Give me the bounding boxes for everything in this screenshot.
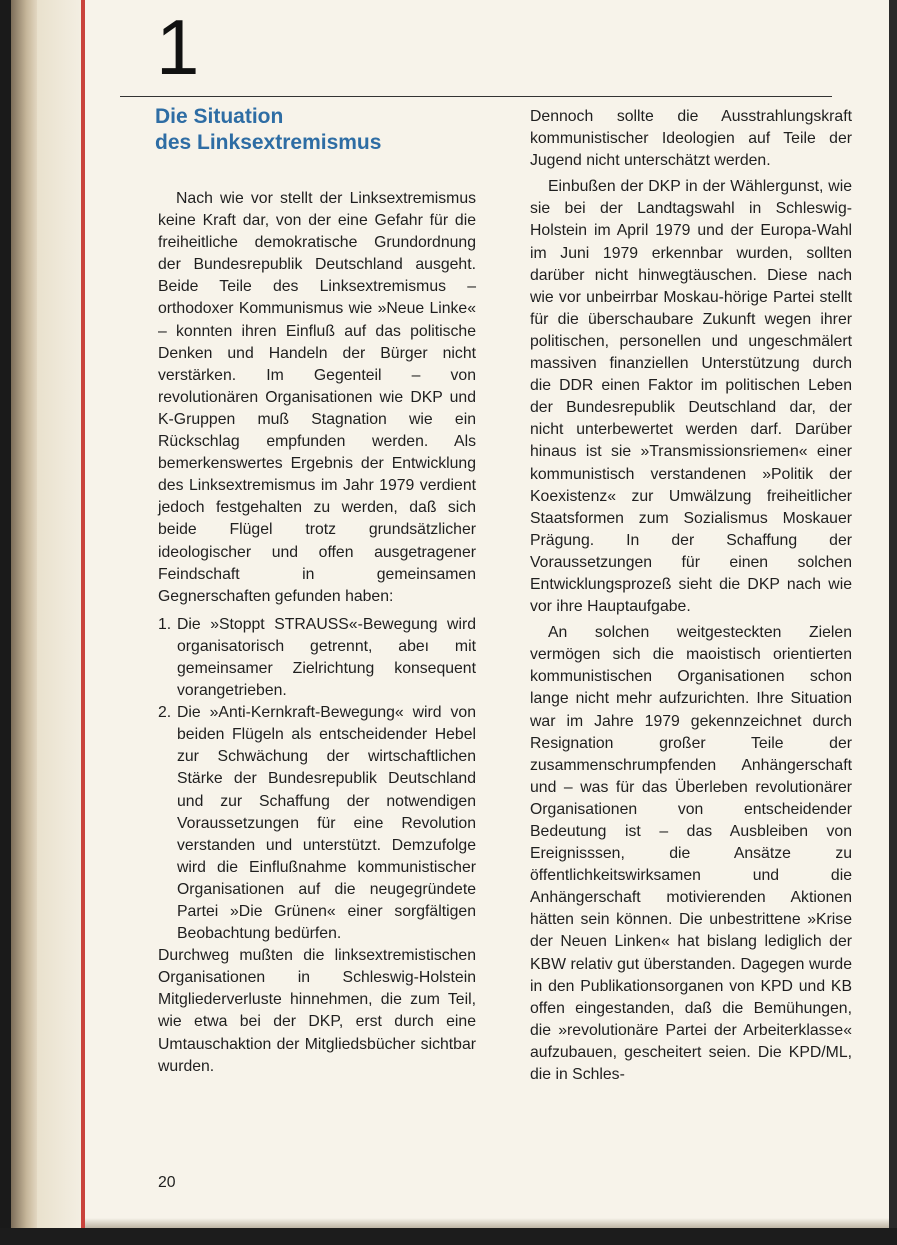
chapter-heading-line-2: des Linksextremismus <box>155 131 382 154</box>
right-column <box>530 106 852 1090</box>
chapter-rule <box>120 96 832 97</box>
list-item <box>158 702 476 945</box>
paragraph-3: An solchen weitgesteckten Zielen vermögen sich die maoistisch orientierten kommunistischen Organisationen schon lange nicht mehr aufzurichten. Ihre Situation war im Jahre 1979 gekennzeichnet durch Resignation großer Teile der zusammenschrumpfenden Anhängerschaft und – was für das Überleben revolutionärer Organisationen von entscheidender Bedeutung ist – das Ausbleiben von Ereignisssen, die Ansätze zu öffentlichkeitswirksamen und die Anhängerschaft motivierenden Aktionen hätten sein können. Die unbestrittene »Krise der Neuen Linken« hat bislang lediglich der KBW relativ gut überstanden. Dagegen wurde in den Publikationsorganen von KPD und KB offen eingestanden, daß die Bemühungen, die »revolutionäre Partei der Arbeiterklasse« aufzubauen, gescheitert seien. Die KPD/ML, die in Schles- <box>530 624 852 1084</box>
list-item-text: Die »Stoppt STRAUSS«-Bewegung wird organisatorisch getrennt, abeı mit gemeinsamer Zielrichtung konsequent vorangetrieben. <box>177 615 476 700</box>
list-item-number: 2. <box>158 704 172 722</box>
intro-paragraph: Nach wie vor stellt der Linksextremismus keine Kraft dar, von der eine Gefahr für die freiheitliche demokratische Grundordnung der Bundesrepublik Deutschland ausgeht. Beide Teile des Linksextremismus – orthodoxer Kommunismus wie »Neue Linke« – konnten ihren Einfluß auf das politische Denken und Handeln der Bürger nicht verstärken. Im Gegenteil – von revolutionären Organisationen wie DKP und K-Gruppen muß Stagnation wie ein Rückschlag empfunden werden. Als bemerkenswertes Ergebnis der Entwicklung des Linksextremismus im Jahr 1979 verdient jedoch festgehalten zu werden, daß sich beide Flügel trotz grundsätzlicher ideologischer und offen ausgetragener Feindschaft in gemeinsamen Gegnerschaften gefunden haben: <box>158 190 476 605</box>
list-item-text: Die »Anti-Kernkraft-Bewegung« wird von beiden Flügeln als entscheidender Hebel zur Schwächung der wirtschaftlichen Stärke der Bundesrepublik Deutschland und zur Schaffung der notwendigen Voraussetzungen für eine Revolution verstanden und unterstützt. Demzufolge wird die Einflußnahme kommunistischer Organisationen auf die neugegründete Partei »Die Grünen« einer sorgfältigen Beobachtung bedürfen. <box>177 704 476 943</box>
list-item-number: 1. <box>158 615 172 633</box>
paragraph-1: Dennoch sollte die Ausstrahlungskraft kommunistischer Ideologien auf Teile der Jugend nicht unterschätzt werden. <box>530 108 852 170</box>
chapter-heading <box>155 104 505 156</box>
chapter-number: 1 <box>156 3 200 91</box>
page-number: 20 <box>158 1174 176 1191</box>
chapter-heading-line-1: Die Situation <box>155 105 284 128</box>
bottom-edge <box>0 1228 897 1245</box>
bottom-page-shadow <box>85 1218 889 1228</box>
paragraph-2: Einbußen der DKP in der Wählergunst, wie sie bei der Landtagswahl in Schleswig-Holstein im April 1979 und der Europa-Wahl im Juni 1979 erkennbar wurden, sollten darüber nicht hinwegtäuschen. Diese nach wie vor unbeirrbar Moskau-hörige Partei stellt für die überschaubare Zukunft wegen ihrer politischen, personellen und ungeschmälert massiven finanziellen Unterstützung durch die DDR einen Faktor im politischen Leben der Bundesrepublik Deutschland dar, der nicht unterbewertet werden darf. Darüber hinaus ist sie »Transmissionsriemen« einer kommunistisch verstandenen »Politik der Koexistenz« zur Umwälzung freiheitlicher Staatsformen zum Sozialismus Moskauer Prägung. In der Schaffung der Voraussetzungen für einen solchen Entwicklungsprozeß sieht die DKP nach wie vor ihre Hauptaufgabe. <box>530 178 852 616</box>
book-gutter <box>11 0 37 1245</box>
closing-paragraph: Durchweg mußten die linksextremistischen Organisationen in Schleswig-Holstein Mitgliederverluste hinnehmen, die zum Teil, wie etwa bei der DKP, erst durch eine Umtauschaktion der Mitgliedsbücher sichtbar wurden. <box>158 947 476 1075</box>
left-column <box>158 188 476 1078</box>
book-spine-shadow <box>0 0 11 1245</box>
list-item <box>158 614 476 702</box>
right-page-edge <box>889 0 897 1245</box>
page-edge <box>37 0 81 1245</box>
numbered-list <box>158 614 476 945</box>
page-edge-red-stripe <box>81 0 85 1228</box>
